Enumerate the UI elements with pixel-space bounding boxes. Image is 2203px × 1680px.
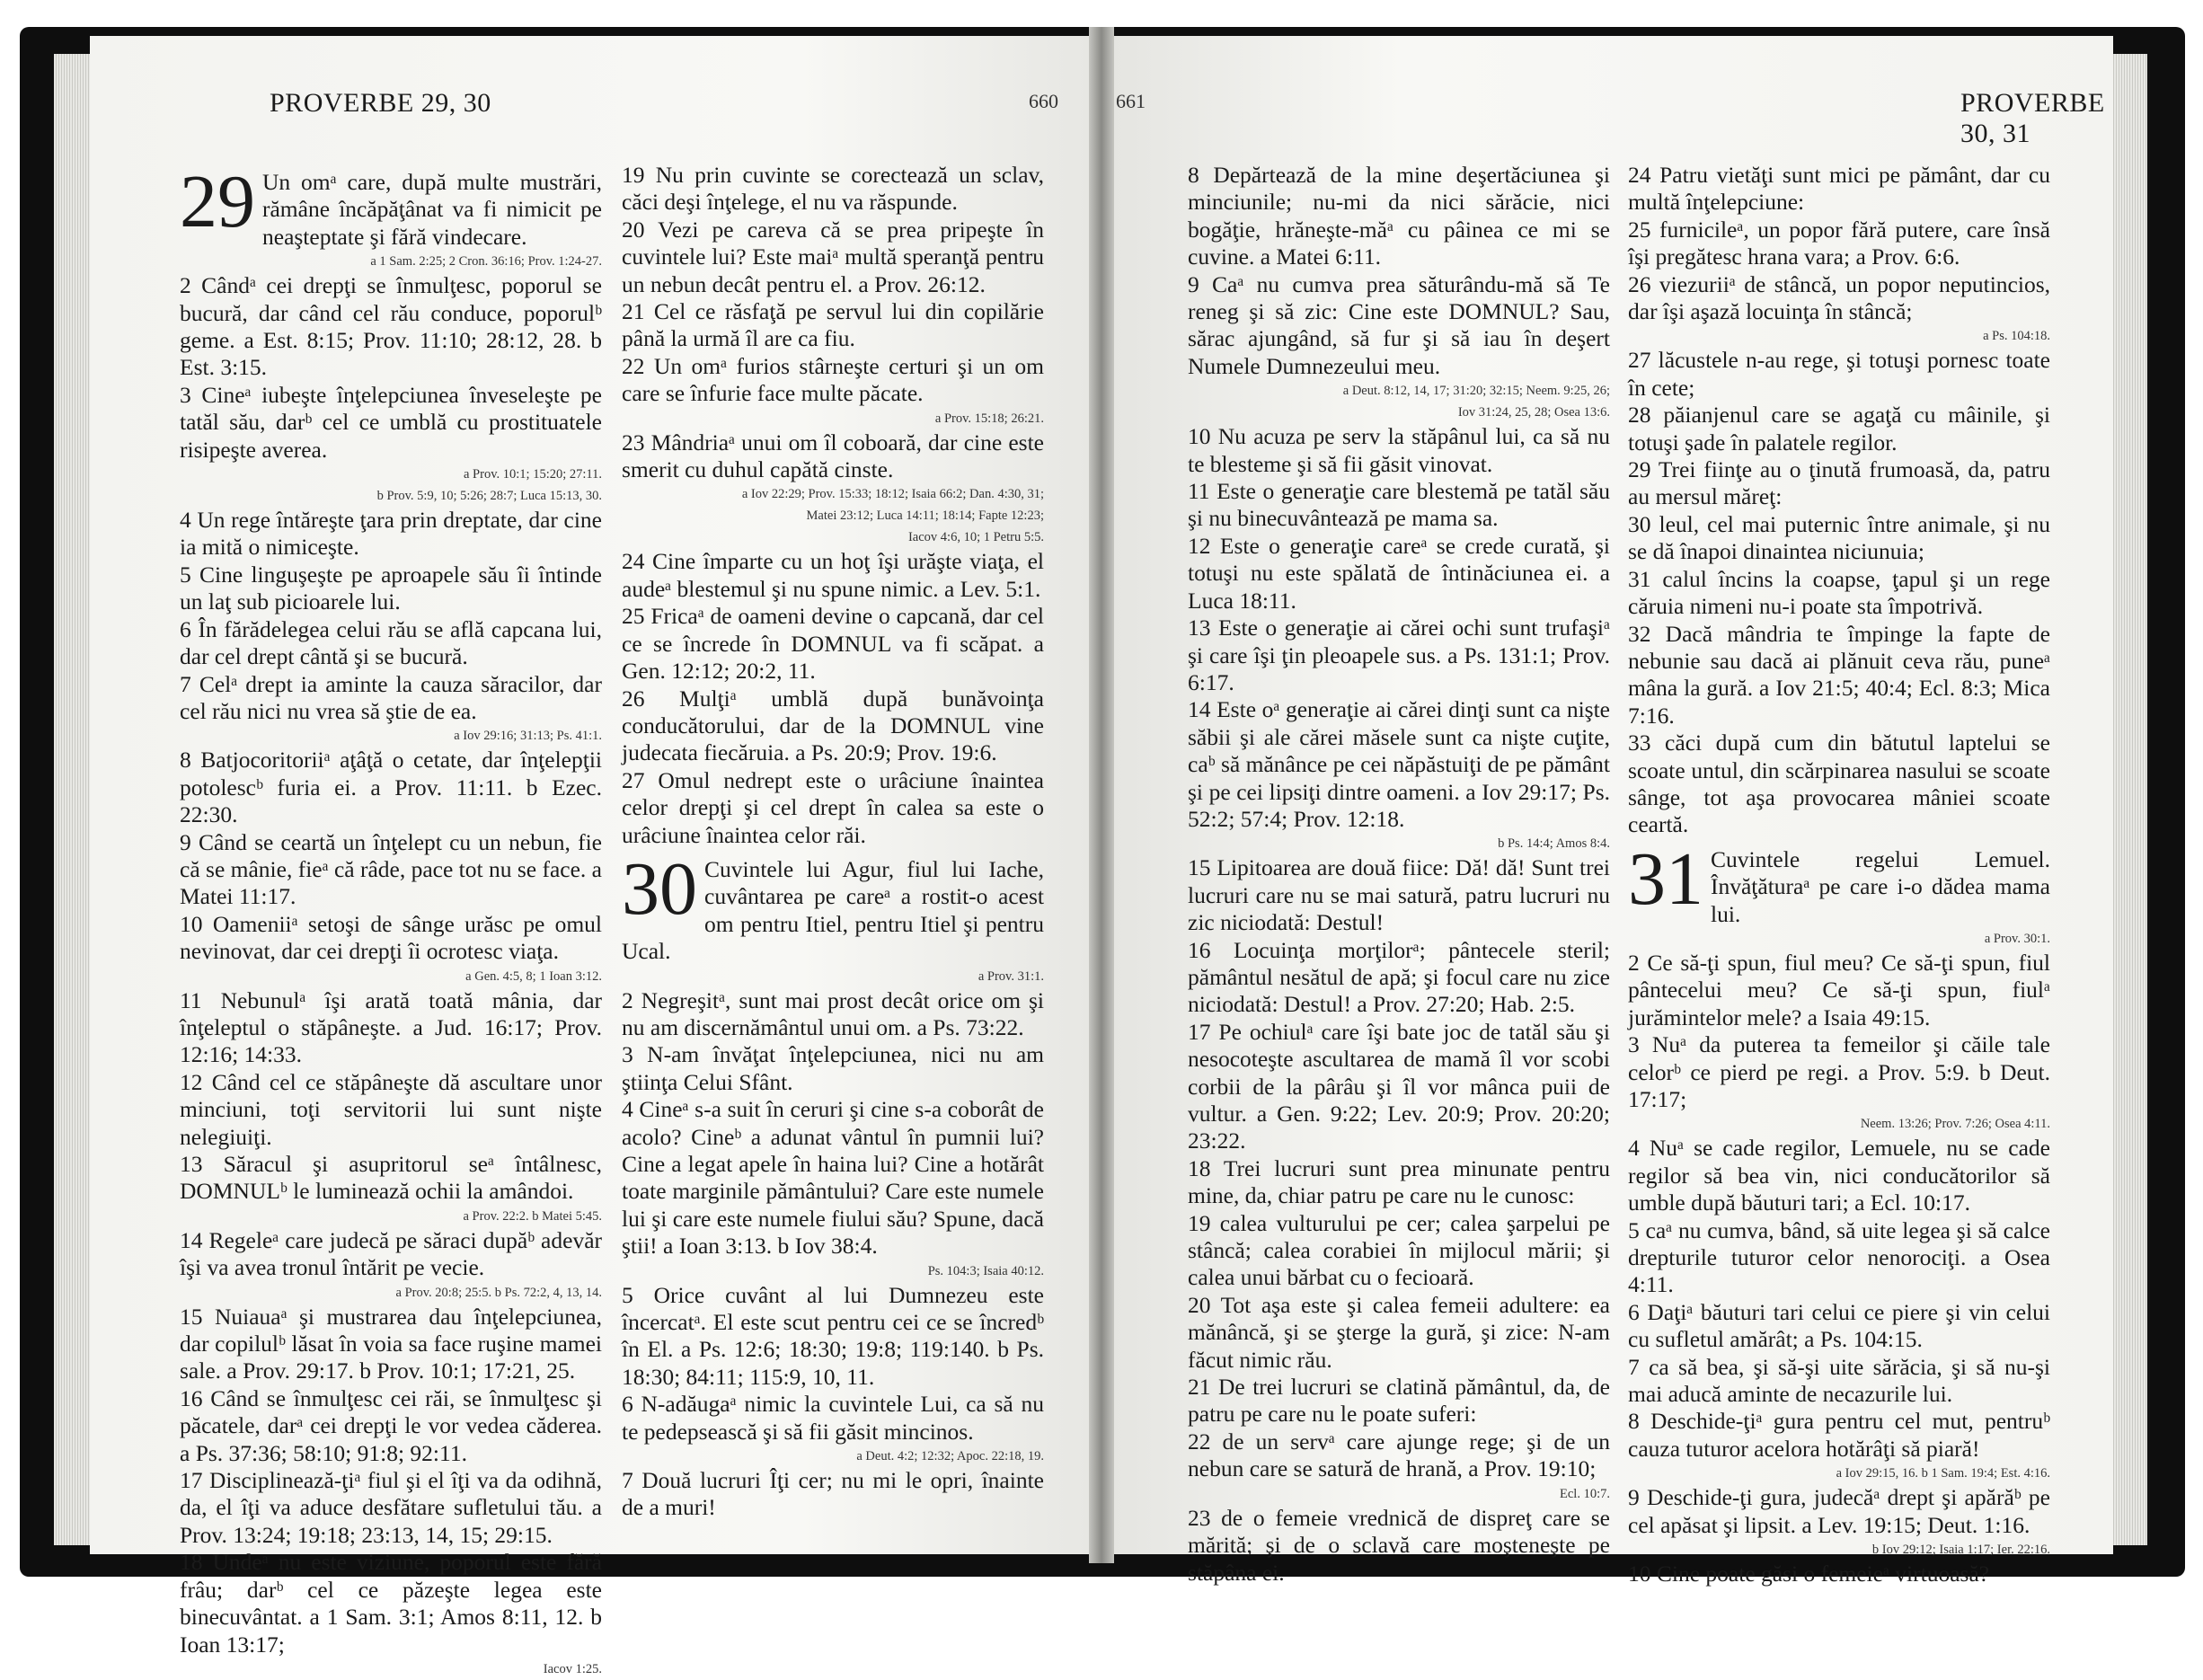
verse: 31 calul încins la coapse, ţapul şi un rege căruia nimeni nu-i poate sta împotrivă.	[1628, 565, 2050, 620]
verse: 10 Oameniiᵃ setoşi de sânge urăsc pe omul nevinovat, dar cei drepţi îi ocrotesc viaţa.	[180, 910, 602, 965]
running-header-right: PROVERBE 30, 31	[1960, 88, 2105, 148]
verse: 2 Cândᵃ cei drepţi se înmulţesc, poporul se bucură, dar când cel rău conduce, poporulᵇ geme. a Est. 8:15; Prov. 11:10; 28:12, 28. b Est. 3:15.	[180, 272, 602, 381]
verse: 4 Nuᵃ se cade regilor, Lemuele, nu se cade regilor să bea vin, nici conducătorilor să umble după băuturi tari; a Ecl. 10:17.	[1628, 1135, 2050, 1216]
chapter-opening	[622, 846, 1044, 966]
verse: 27 lăcustele n-au rege, şi totuşi pornesc toate în cete;	[1628, 347, 2050, 401]
cross-reference: a Prov. 30:1.	[1984, 931, 2050, 946]
verse: 19 calea vulturului pe cer; calea şarpelui pe stâncă; calea corabiei în mijlocul mării; şi calea unui bărbat cu o fecioară.	[1188, 1209, 1610, 1291]
verse: 3 N-am învăţat înţelepciunea, nici nu am ştiinţa Celui Sfânt.	[622, 1041, 1044, 1095]
cross-reference: Iacov 4:6, 10; 1 Petru 5:5.	[907, 530, 1044, 545]
cross-reference: a Deut. 8:12, 14, 17; 31:20; 32:15; Neem. 9:25, 26;	[1342, 384, 1610, 399]
page-edges-left	[54, 54, 90, 1545]
chapter-opening	[180, 160, 602, 251]
verse: 22 Un omᵃ furios stârneşte certuri şi un om care se înfurie face multe păcate.	[622, 352, 1044, 407]
cross-reference: b Iov 29:12; Isaia 1:17; Ier. 22:16.	[1871, 1543, 2050, 1558]
cross-reference: a Iov 22:29; Prov. 15:33; 18:12; Isaia 66:2; Dan. 4:30, 31;	[741, 487, 1044, 502]
verse-text: Cuvintele lui Agur, fiul lui Iache, cuvântarea pe careᵃ a rostit-o acest om pentru Itiel, pentru Itiel şi pentru Ucal.	[622, 855, 1044, 965]
verse: 29 Trei fiinţe au o ţinută frumoasă, da, patru au mersul măreţ:	[1628, 456, 2050, 510]
verse: 14 Regeleᵃ care judecă pe săraci dupăᵇ adevăr îşi va avea tronul întărit pe vecie.	[180, 1226, 602, 1281]
verse: 17 Pe ochiulᵃ care îşi bate joc de tatăl său şi nesocoteşte ascultarea de mamă îl vor scobi corbii de la pârâu şi îl vor mânca puii de vultur. a Gen. 9:22; Lev. 20:9; Prov. 20:20; 23:22.	[1188, 1018, 1610, 1154]
verse: 16 Locuinţa morţilorᵃ; pântecele steril; pământul nesătul de apă; şi focul care nu zice niciodată: Destul! a Prov. 27:20; Hab. 2:5.	[1188, 936, 1610, 1018]
verse: 24 Cine împarte cu un hoţ îşi urăşte viaţa, el audeᵃ blestemul şi nu spune nimic. a Lev. 5:1.	[622, 548, 1044, 602]
page-number-left: 660	[1029, 90, 1058, 112]
verse: 32 Dacă mândria te împinge la fapte de nebunie sau dacă ai plănuit ceva rău, puneᵃ mâna la gură. a Iov 21:5; 40:4; Ecl. 8:3; Mica 7:16.	[1628, 620, 2050, 729]
verse: 3 Nuᵃ da puterea ta femeilor şi căile tale celorᵇ ce pierd pe regi. a Prov. 5:9. b Deut. 17:17;	[1628, 1031, 2050, 1112]
verse: 15 Nuiauaᵃ şi mustrarea dau înţelepciunea, dar copilulᵇ lăsat în voia sa face ruşine mamei sale. a Prov. 29:17. b Prov. 10:1; 17:21, 25.	[180, 1303, 602, 1384]
verse: 5 Orice cuvânt al lui Dumnezeu este încercatᵃ. El este scut pentru cei ce se încredᵇ în El. a Ps. 12:6; 18:30; 19:8; 119:140. b Ps. 18:30; 84:11; 115:9, 10, 11.	[622, 1281, 1044, 1390]
verse: 17 Disciplinează-ţiᵃ fiul şi el îţi va da odihnă, da, el îţi va aduce desfătare sufletului tău. a Prov. 13:24; 19:18; 23:13, 14, 15; 29:15.	[180, 1467, 602, 1548]
verse: 10 Cine poate găsi o femeieᵃ virtuoasă?	[1628, 1561, 1990, 1587]
verse: 6 Daţiᵃ băuturi tari celui ce piere şi vin celui cu sufletul amărât; a Ps. 104:15.	[1628, 1298, 2050, 1353]
verse: 23 de o femeie vrednică de dispreţ care se mărită; şi de o sclavă care moşteneşte pe stăpâna ei.	[1188, 1504, 1610, 1586]
left-column-1	[180, 162, 602, 1680]
cross-reference: Iacov 1:25.	[543, 1661, 602, 1676]
verse: 22 de un servᵃ care ajunge rege; şi de un nebun care se satură de hrană, a Prov. 19:10;	[1188, 1428, 1610, 1482]
verse: 13 Săracul şi asupritorul seᵃ întâlnesc, DOMNULᵇ le luminează ochii la amândoi.	[180, 1151, 602, 1205]
verse: 23 Mândriaᵃ unui om îl coboară, dar cine este smerit cu duhul capătă cinste.	[622, 429, 1044, 483]
right-column-2	[1628, 162, 2050, 1588]
right-page	[1098, 36, 2113, 1587]
verse: 4 Un rege întăreşte ţara prin dreptate, dar cine ia mită o nimiceşte.	[180, 507, 602, 561]
verse: 26 Mulţiᵃ umblă după bunăvoinţa conducătorului, dar de la DOMNUL vine judecata fiecăruia. a Ps. 20:9; Prov. 19:6.	[622, 685, 1044, 766]
verse: 3 Cineᵃ iubeşte înţelepciunea înveseleşte pe tatăl său, darᵇ cel ce umblă cu prostituatele risipeşte averea.	[180, 381, 602, 463]
left-column-2	[622, 162, 1044, 1522]
verse: 2 Negreşitᵃ, sunt mai prost decât orice om şi nu am discernământul unui om. a Ps. 73:22.	[622, 986, 1044, 1040]
cross-reference: a Deut. 4:2; 12:32; Apoc. 22:18, 19.	[856, 1449, 1044, 1464]
verse: 8 Batjocoritoriiᵃ aţâţă o cetate, dar înţelepţii potolescᵇ furia ei. a Prov. 11:11. b Ezec. 22:30.	[180, 747, 602, 828]
verse: 14 Este oᵃ generaţie ai cărei dinţi sunt ca nişte săbii şi ale cărei măsele sunt ca nişte cuţite, caᵇ să mănânce pe cei năpăstuiţi de pe pământ şi pe cei lipsiţi dintre oameni. a Iov 29:17; Ps. 52:2; 57:4; Prov. 12:18.	[1188, 696, 1610, 832]
chapter-number: 29	[180, 160, 255, 243]
verse: 33 căci după cum din bătutul laptelui se scoate untul, din scărpinarea nasului se scoate sânge, tot aşa provocarea mâniei scoate ceartă.	[1628, 729, 2050, 838]
verse: 12 Când cel ce stăpâneşte dă ascultare unor minciuni, toţi servitorii lui sunt nişte nelegiuiţi.	[180, 1068, 602, 1150]
cross-reference: Neem. 13:26; Prov. 7:26; Osea 4:11.	[1860, 1117, 2050, 1132]
cross-reference: a Ps. 104:18.	[1983, 329, 2050, 344]
verse: 13 Este o generaţie ai cărei ochi sunt trufaşiᵃ şi care îşi ţin pleoapele sus. a Ps. 131:1; Prov. 6:17.	[1188, 615, 1610, 695]
verse: 15 Lipitoarea are două fiice: Dă! dă! Sunt trei lucruri care nu se mai satură, patru lucruri nu zic niciodată: Destul!	[1188, 854, 1610, 936]
left-page	[90, 36, 1105, 1676]
verse: 8 Depărtează de la mine deşertăciunea şi minciunile; nu-mi da nici sărăcie, nici bogăţie, hrăneşte-măᵃ cu pâinea ce mi se cuvine. a Matei 6:11.	[1188, 162, 1610, 270]
verse: 24 Patru vietăţi sunt mici pe pământ, dar cu multă înţelepciune:	[1628, 162, 2050, 216]
verse-text: Un omᵃ care, după multe mustrări, rămâne încăpăţânat va fi nimicit pe neaşteptate şi fără vindecare.	[262, 169, 602, 250]
verse: 9 Deschide-ţi gura, judecăᵃ drept şi apărăᵇ pe cel apăsat şi lipsit. a Lev. 19:15; Deut. 1:16.	[1628, 1484, 2050, 1538]
verse: 7 Două lucruri Îţi cer; nu mi le opri, înainte de a muri!	[622, 1467, 1044, 1521]
cross-reference: a Iov 29:15, 16. b 1 Sam. 19:4; Est. 4:16.	[1836, 1466, 2050, 1481]
cross-reference: a Prov. 31:1.	[978, 968, 1044, 984]
cross-reference: a Prov. 20:8; 25:5. b Ps. 72:2, 4, 13, 14.	[395, 1285, 602, 1300]
verse: 2 Ce să-ţi spun, fiul meu? Ce să-ţi spun, fiul pântecelui meu? Ce să-ţi spun, fiulᵃ jurămintelor mele? a Isaia 49:15.	[1628, 949, 2050, 1030]
cross-reference: a Prov. 15:18; 26:21.	[934, 411, 1044, 426]
cross-reference: a 1 Sam. 2:25; 2 Cron. 36:16; Prov. 1:24-27.	[370, 254, 602, 270]
verse: 30 leul, cel mai puternic între animale, şi nu se dă înapoi dinaintea niciunuia;	[1628, 510, 2050, 565]
verse: 9 Când se ceartă un înţelept cu un nebun, fie că se mânie, fieᵃ că râde, pace tot nu se face. a Matei 11:17.	[180, 828, 602, 910]
right-column-1	[1188, 162, 1610, 1587]
running-header-left: PROVERBE 29, 30	[270, 88, 491, 118]
verse: 26 viezuriiᵃ de stâncă, un popor neputincios, dar îşi aşază locuinţa în stâncă;	[1628, 270, 2050, 325]
verse: 16 Când se înmulţesc cei răi, se înmulţesc şi păcatele, darᵃ cei drepţi le vor vedea căderea. a Ps. 37:36; 58:10; 91:8; 92:11.	[180, 1384, 602, 1466]
verse: 21 Cel ce răsfaţă pe servul lui din copilărie până la urmă îl are ca fiu.	[622, 298, 1044, 352]
verse: 7 Celᵃ drept ia aminte la cauza săracilor, dar cel rău nici nu vrea să ştie de ea.	[180, 670, 602, 724]
verse: 6 În fărădelegea celui rău se află capcana lui, dar cel drept cântă şi se bucură.	[180, 615, 602, 670]
page-edges-right	[2111, 54, 2147, 1545]
cross-reference: b Ps. 14:4; Amos 8:4.	[1498, 836, 1610, 852]
verse: 21 De trei lucruri se clatină pământul, da, de patru pe care nu le poate suferi:	[1188, 1374, 1610, 1428]
cross-reference: Iov 31:24, 25, 28; Osea 13:6.	[1457, 405, 1610, 420]
verse-text: Cuvintele regelui Lemuel. Învăţăturaᵃ pe care i-o dădea mama lui.	[1711, 845, 2050, 927]
verse: 20 Vezi pe careva că se prea pripeşte în cuvintele lui? Este maiᵃ multă speranţă pentru un nebun decât pentru el. a Prov. 26:12.	[622, 216, 1044, 297]
verse: 4 Cineᵃ s-a suit în ceruri şi cine s-a coborât de acolo? Cineᵇ a adunat vântul în pumnii lui? Cine a legat apele în haina lui? Cine a hotărât toate marginile pământului? Care este numele lui şi care este numele fiului său? Spune, dacă ştii! a Ioan 3:13. b Iov 38:4.	[622, 1096, 1044, 1260]
verse: 18 Undeᵃ nu este viziune, poporul este fără frâu; darᵇ cel ce păzeşte legea este binecuvântat. a 1 Sam. 3:1; Amos 8:11, 12. b Ioan 13:17;	[180, 1549, 602, 1658]
verse: 8 Deschide-ţiᵃ gura pentru cel mut, pentruᵇ cauza tuturor acelora hotărâţi să piară!	[1628, 1408, 2050, 1462]
verse: 25 furnicileᵃ, un popor fără putere, care însă îşi pregătesc hrana vara; a Prov. 6:6.	[1628, 216, 2050, 270]
cross-reference: a Prov. 10:1; 15:20; 27:11.	[464, 467, 602, 482]
verse: 27 Omul nedrept este o urâciune înaintea celor drepţi şi cel drept în calea sa este o urâciune înaintea celor răi.	[622, 766, 1044, 848]
cross-reference: a Iov 29:16; 31:13; Ps. 41:1.	[454, 729, 602, 744]
cross-reference: Ecl. 10:7.	[1560, 1486, 1610, 1501]
verse: 5 caᵃ nu cumva, bând, să uite legea şi să calce drepturile tuturor celor nenorociţi. a Osea 4:11.	[1628, 1216, 2050, 1298]
book-gutter	[1089, 27, 1114, 1563]
verse: 19 Nu prin cuvinte se corectează un sclav, căci deşi înţelege, el nu va răspunde.	[622, 162, 1044, 216]
cross-reference: b Prov. 5:9, 10; 5:26; 28:7; Luca 15:13, 30.	[376, 489, 602, 504]
verse: 12 Este o generaţie careᵃ se crede curată, şi totuşi nu este spălată de întinăciunea ei. a Luca 18:11.	[1188, 532, 1610, 614]
chapter-opening	[1628, 836, 2050, 928]
verse: 18 Trei lucruri sunt prea minunate pentru mine, da, chiar patru pe care nu le cunosc:	[1188, 1154, 1610, 1209]
verse: 10 Nu acuza pe serv la stăpânul lui, ca să nu te blesteme şi să fii găsit vinovat.	[1188, 423, 1610, 477]
cross-reference: Ps. 104:3; Isaia 40:12.	[927, 1263, 1044, 1278]
verse: 11 Nebunulᵃ îşi arată toată mânia, dar înţeleptul o stăpâneşte. a Jud. 16:17; Prov. 12:16; 14:33.	[180, 986, 602, 1068]
verse: 7 ca să bea, şi să-şi uite sărăcia, şi să nu-şi mai aducă aminte de necazurile lui.	[1628, 1353, 2050, 1408]
verse: 28 păianjenul care se agaţă cu mâinile, şi totuşi şade în palatele regilor.	[1628, 402, 2050, 455]
verse: 20 Tot aşa este şi calea femeii adultere: ea mănâncă, şi se şterge la gură, şi zice: N-am făcut nimic rău.	[1188, 1291, 1610, 1373]
verse: 25 Fricaᵃ de oameni devine o capcană, dar cel ce se încrede în DOMNUL va fi scăpat. a Gen. 12:12; 20:2, 11.	[622, 603, 1044, 685]
chapter-number: 31	[1628, 836, 1703, 921]
page-number-right: 661	[1116, 90, 1146, 112]
cross-reference: Matei 23:12; Luca 14:11; 18:14; Fapte 12:23;	[806, 508, 1044, 524]
verse: 9 Caᵃ nu cumva prea săturându-mă să Te reneg şi să zic: Cine este DOMNUL? Sau, sărac ajungând, să fur şi să iau în deşert Numele Dumnezeului meu.	[1188, 270, 1610, 379]
verse: 6 N-adăugaᵃ nimic la cuvintele Lui, ca să nu te pedepsească şi să fii găsit mincinos.	[622, 1391, 1044, 1445]
verse: 11 Este o generaţie care blestemă pe tatăl său şi nu binecuvântează pe mama sa.	[1188, 478, 1610, 532]
cross-reference: a Prov. 22:2. b Matei 5:45.	[463, 1208, 602, 1224]
cross-reference: a Gen. 4:5, 8; 1 Ioan 3:12.	[465, 968, 602, 984]
chapter-number: 30	[622, 846, 697, 931]
verse: 5 Cine linguşeşte pe aproapele său îi întinde un laţ sub picioarele lui.	[180, 561, 602, 615]
